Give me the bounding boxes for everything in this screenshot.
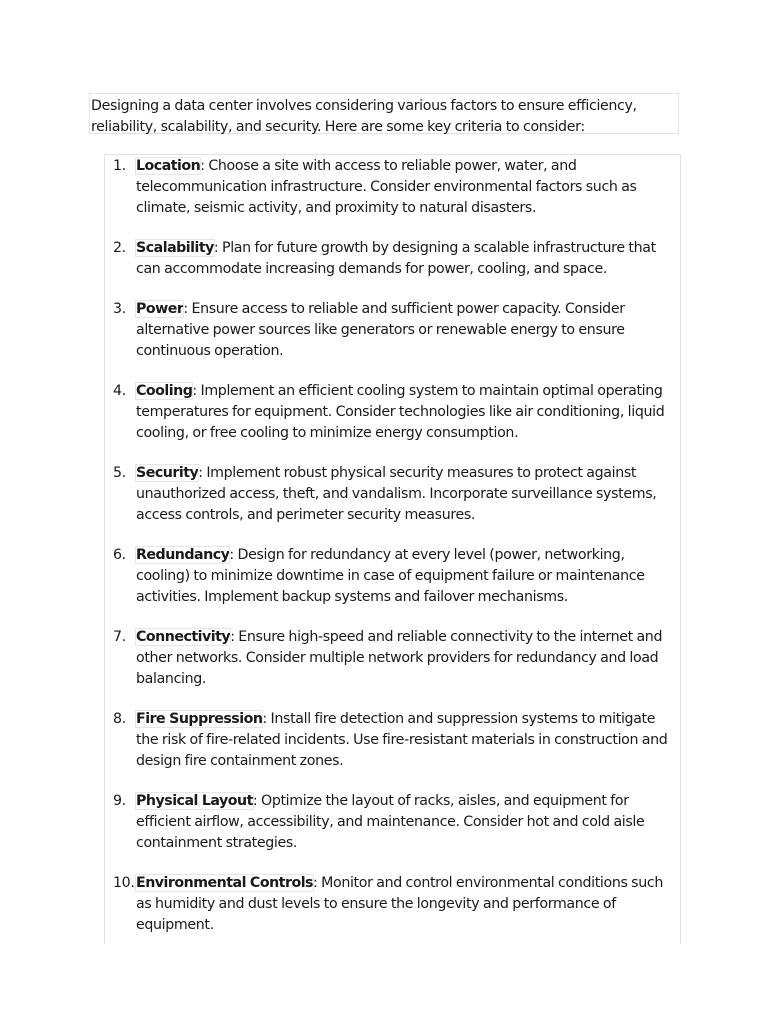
item-number: 2.	[113, 240, 126, 256]
list-item	[105, 709, 680, 772]
item-title: Cooling	[136, 383, 193, 399]
list-item	[105, 299, 680, 362]
item-text: : Choose a site with access to reliable power, water, and telecommunication infrastructure. Consider environmental factors such as climate, seismic activity, and proximity to natural disasters.	[136, 158, 637, 216]
item-number: 6.	[113, 547, 126, 563]
item-body	[136, 299, 676, 362]
list-item	[105, 381, 680, 444]
item-body	[136, 709, 676, 772]
item-number: 1.	[113, 158, 126, 174]
item-number: 5.	[113, 465, 126, 481]
item-body	[136, 545, 676, 608]
intro-paragraph: Designing a data center involves considering various factors to ensure efficiency, reliability, scalability, and security. Here are some key criteria to consider:	[89, 93, 679, 134]
item-title: Scalability	[136, 240, 214, 256]
item-text: : Install fire detection and suppression systems to mitigate the risk of fire-related incidents. Use fire-resistant materials in construction and design fire containment zones.	[136, 711, 668, 769]
item-title: Fire Suppression	[136, 711, 263, 727]
item-title: Location	[136, 158, 201, 174]
item-number: 7.	[113, 629, 126, 645]
item-number: 8.	[113, 711, 126, 727]
item-text: : Plan for future growth by designing a scalable infrastructure that can accommodate increasing demands for power, cooling, and space.	[136, 240, 656, 277]
item-body	[136, 156, 676, 219]
item-title: Physical Layout	[136, 793, 253, 809]
item-text: : Ensure high-speed and reliable connectivity to the internet and other networks. Consider multiple network providers for redundancy and load balancing.	[136, 629, 663, 687]
list-item	[105, 156, 680, 219]
item-title: Environmental Controls	[136, 875, 314, 891]
item-text: : Monitor and control environmental conditions such as humidity and dust levels to ensure the longevity and performance of equipment.	[136, 875, 663, 933]
item-number: 10.	[113, 875, 135, 891]
item-title: Power	[136, 301, 184, 317]
item-number: 3.	[113, 301, 126, 317]
item-body	[136, 873, 676, 936]
list-item	[105, 238, 680, 280]
item-title: Connectivity	[136, 629, 231, 645]
list-item	[105, 873, 680, 936]
item-text: : Implement an efficient cooling system to maintain optimal operating temperatures for equipment. Consider technologies like air conditioning, liquid cooling, or free cooling to minimize energy consumption.	[136, 383, 665, 441]
item-number: 4.	[113, 383, 126, 399]
item-body	[136, 463, 676, 526]
item-text: : Optimize the layout of racks, aisles, and equipment for efficient airflow, accessibility, and maintenance. Consider hot and cold aisle containment strategies.	[136, 793, 645, 851]
list-item	[105, 545, 680, 608]
item-text: : Implement robust physical security measures to protect against unauthorized access, theft, and vandalism. Incorporate surveillance systems, access controls, and perimeter security measures.	[136, 465, 657, 523]
item-body	[136, 238, 676, 280]
item-title: Redundancy	[136, 547, 230, 563]
list-item	[105, 463, 680, 526]
item-title: Security	[136, 465, 199, 481]
item-body	[136, 791, 676, 854]
item-text: : Design for redundancy at every level (power, networking, cooling) to minimize downtime in case of equipment failure or maintenance activities. Implement backup systems and failover mechanisms.	[136, 547, 645, 605]
item-body	[136, 627, 676, 690]
item-body	[136, 381, 676, 444]
criteria-list-container	[104, 154, 681, 944]
list-item	[105, 791, 680, 854]
list-item	[105, 627, 680, 690]
item-text: : Ensure access to reliable and sufficient power capacity. Consider alternative power sources like generators or renewable energy to ensure continuous operation.	[136, 301, 625, 359]
item-number: 9.	[113, 793, 126, 809]
